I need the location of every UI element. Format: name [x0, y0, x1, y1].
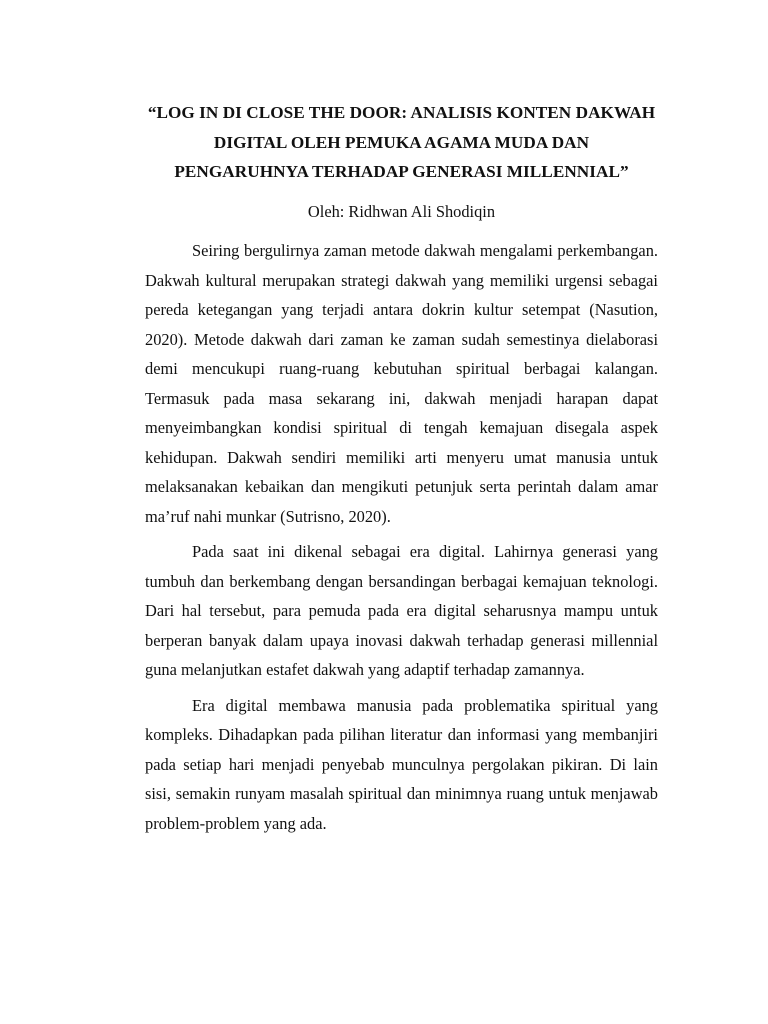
document-title: “LOG IN DI CLOSE THE DOOR: ANALISIS KONTEN DAKWAH DIGITAL OLEH PEMUKA AGAMA MUDA DAN PENGARUHNYA TERHADAP GENERASI MILLENNIAL” — [147, 103, 656, 181]
paragraph-3: Era digital membawa manusia pada problematika spiritual yang kompleks. Dihadapkan pada pilihan literatur dan informasi yang membanjiri pada setiap hari menjadi penyebab munculnya pergolakan pikiran. Di lain sisi, semakin runyam masalah spiritual dan minimnya ruang untuk menjawab problem-problem yang ada. — [145, 695, 658, 833]
document-page — [145, 98, 658, 844]
author-line: Oleh: Ridhwan Ali Shodiqin — [307, 201, 496, 221]
paragraph-2: Pada saat ini dikenal sebagai era digital. Lahirnya generasi yang tumbuh dan berkembang dengan bersandingan berbagai kemajuan teknologi. Dari hal tersebut, para pemuda pada era digital seharusnya mampu untuk berperan banyak dalam upaya inovasi dakwah terhadap generasi millennial guna melanjutkan estafet dakwah yang adaptif terhadap zamannya. — [145, 542, 658, 679]
paragraph-1: Seiring bergulirnya zaman metode dakwah mengalami perkembangan. Dakwah kultural merupakan strategi dakwah yang memiliki urgensi sebagai pereda ketegangan yang terjadi antara dokrin kultur setempat (Nasution, 2020). Metode dakwah dari zaman ke zaman sudah semestinya dielaborasi demi mencukupi ruang-ruang kebutuhan spiritual berbagai kalangan. Termasuk pada masa sekarang ini, dakwah menjadi harapan dapat menyeimbangkan kondisi spiritual di tengah kemajuan disegala aspek kehidupan. Dakwah sendiri memiliki arti menyeru umat manusia untuk melaksanakan kebaikan dan mengikuti petunjuk serta perintah dalam amar ma’ruf nahi munkar (Sutrisno, 2020). — [145, 241, 658, 526]
